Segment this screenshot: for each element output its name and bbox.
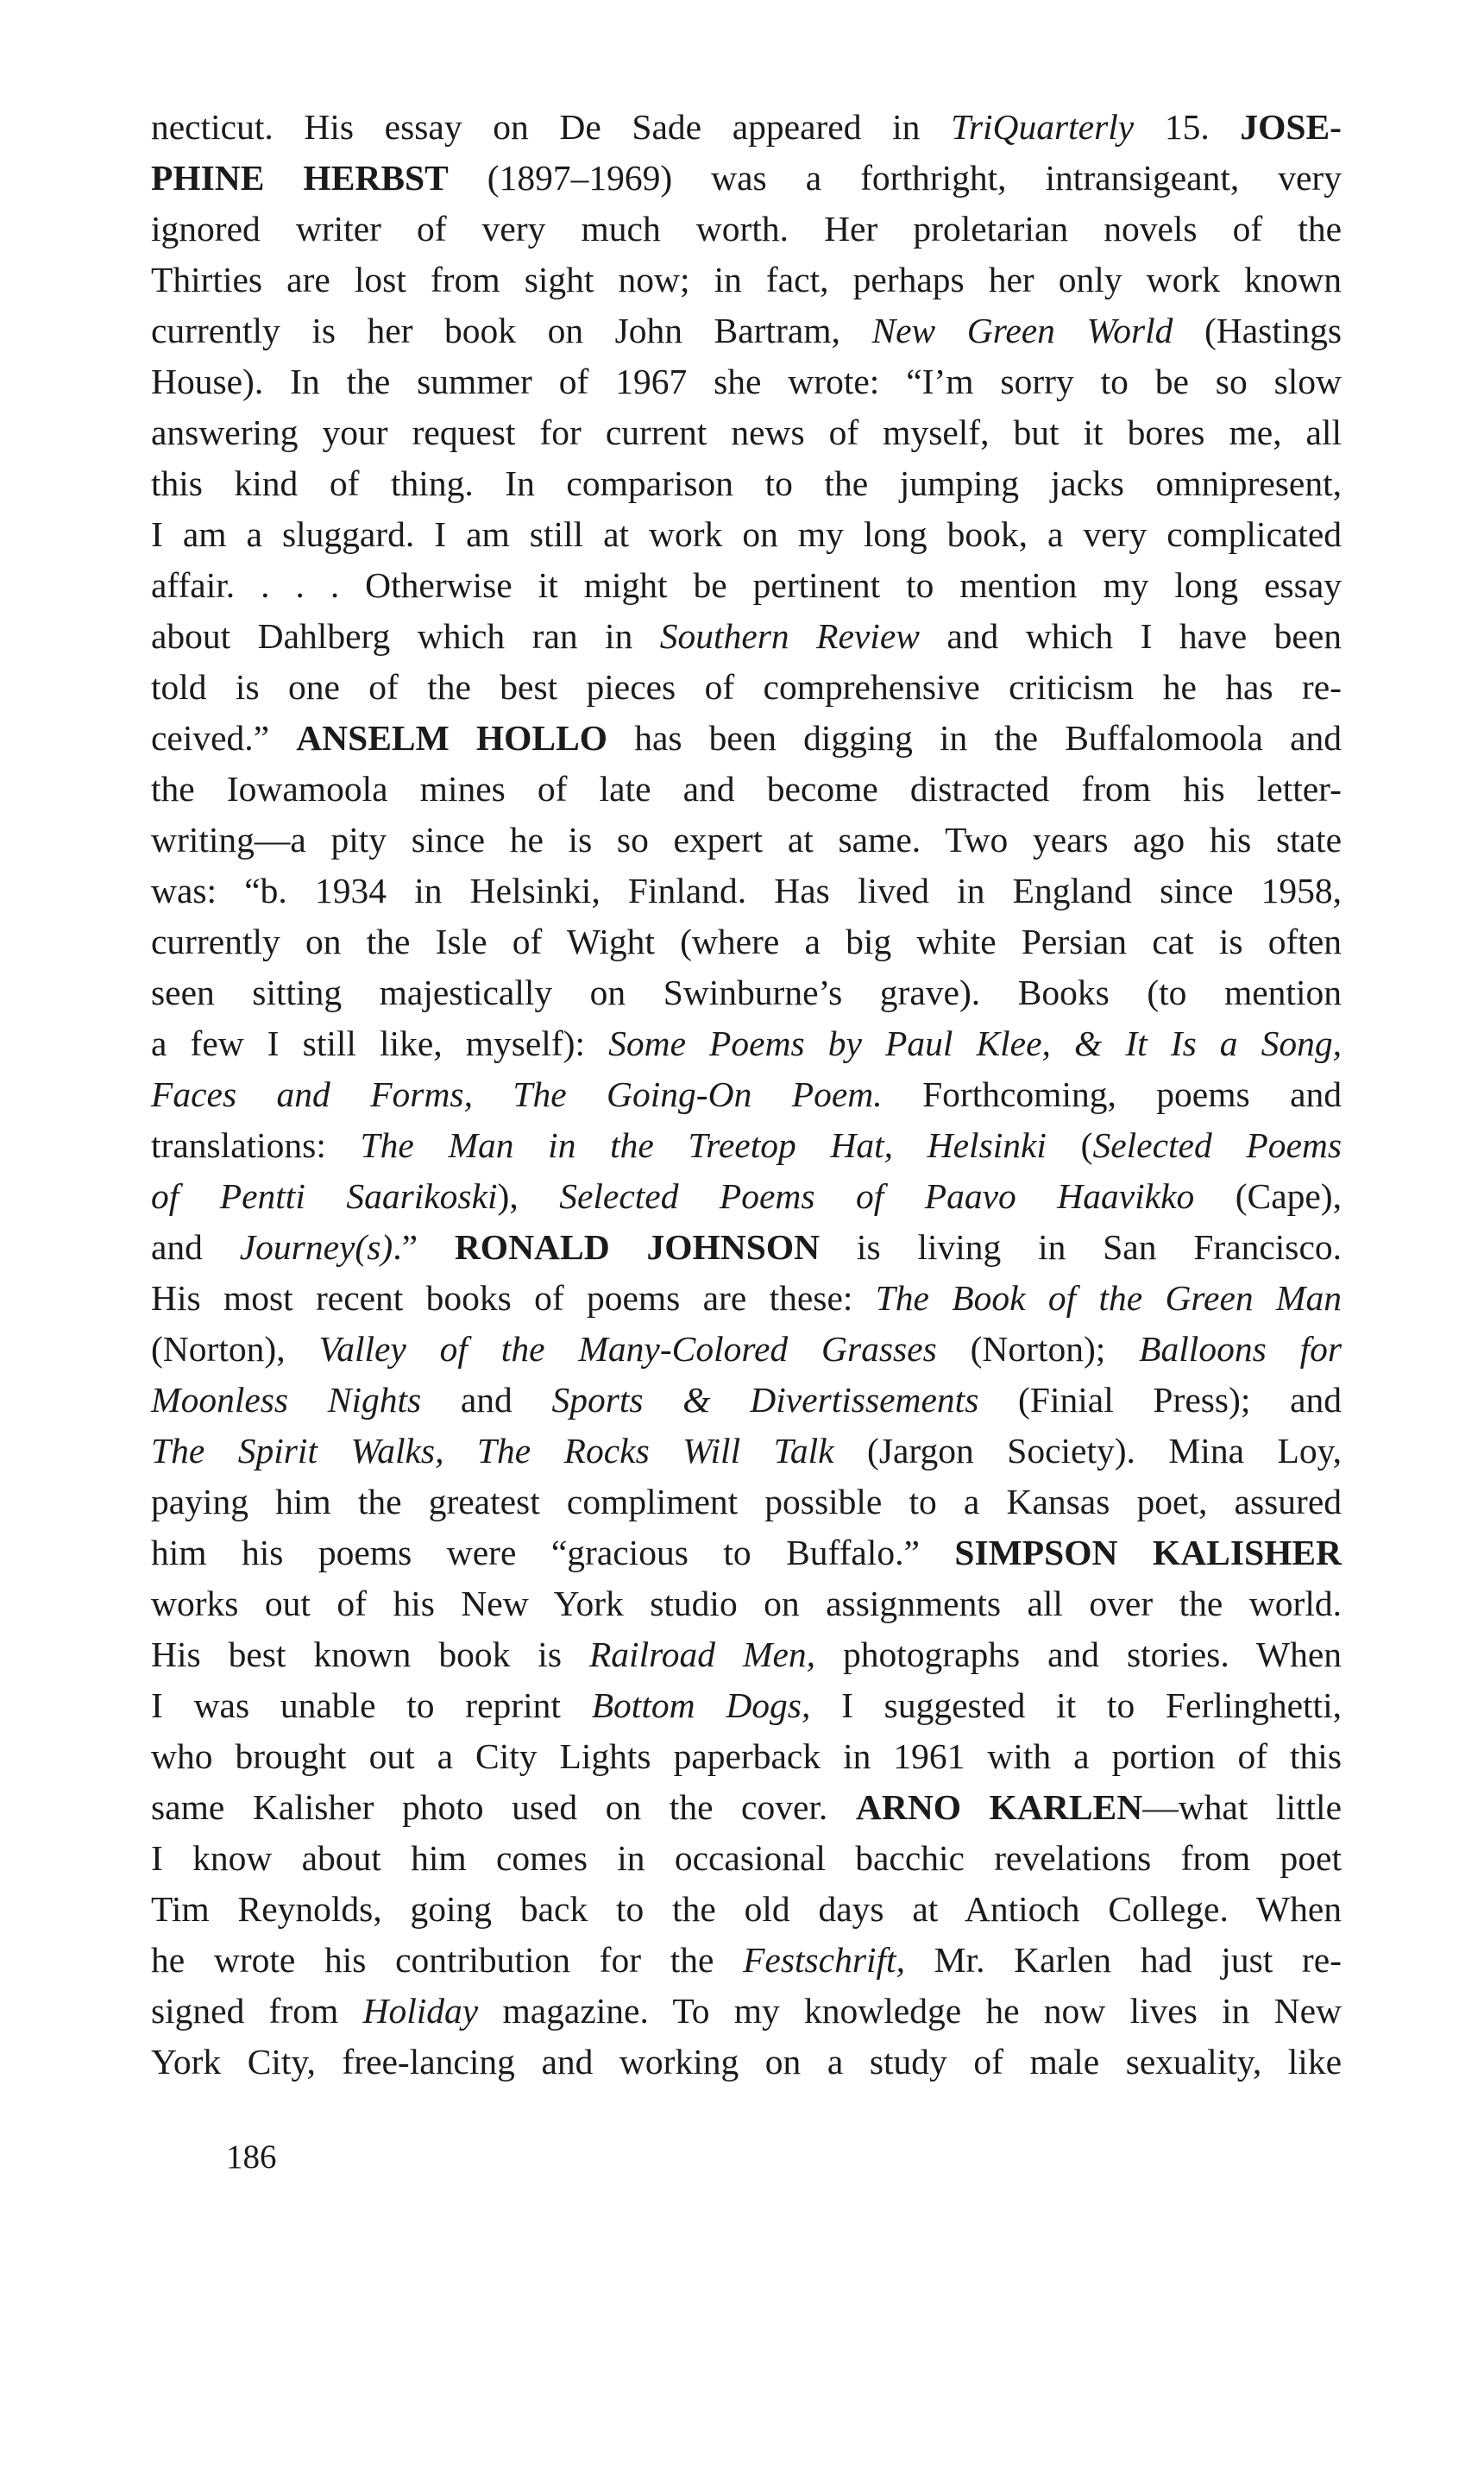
text-run: works out of his New York studio on assignments all over the world. <box>151 1584 1342 1623</box>
text-line <box>151 1477 1342 1527</box>
book-title: Balloons for <box>1139 1329 1343 1369</box>
text-run: signed from <box>151 1991 363 2031</box>
text-line <box>151 1782 1342 1833</box>
body-text <box>151 102 1342 2088</box>
text-run: (Jargon Society). Mina Loy, <box>833 1431 1343 1471</box>
text-line <box>151 1120 1342 1171</box>
book-title: Faces and Forms, The Going-On Poem. <box>151 1074 883 1114</box>
author-name: RONALD JOHNSON <box>454 1227 821 1267</box>
text-line <box>151 1527 1342 1578</box>
text-run: same Kalisher photo used on the cover. <box>151 1787 856 1827</box>
text-run: currently on the Isle of Wight (where a big white Persian cat is often <box>151 922 1342 961</box>
text-line <box>151 1629 1342 1680</box>
text-run: necticut. His essay on De Sade appeared in <box>151 107 952 147</box>
text-run: Mr. Karlen had just re- <box>904 1940 1342 1980</box>
text-line <box>151 1884 1342 1935</box>
text-run: (Norton); <box>936 1329 1140 1369</box>
text-line <box>151 1324 1342 1375</box>
book-title: Railroad Men, <box>588 1634 816 1674</box>
book-title: Selected Poems of Paavo Haavikko <box>559 1176 1195 1216</box>
text-run: paying him the greatest compliment possible to a Kansas poet, assured <box>151 1482 1342 1521</box>
text-line <box>151 967 1342 1018</box>
text-run: and <box>151 1227 240 1267</box>
text-run: House). In the summer of 1967 she wrote: “I’m sorry to be so slow <box>151 362 1342 401</box>
text-run: His most recent books of poems are these: <box>151 1278 876 1318</box>
book-title: The Spirit Walks, The Rocks Will Talk <box>151 1431 834 1471</box>
text-run: translations: <box>151 1125 361 1165</box>
text-line <box>151 866 1342 916</box>
text-run: he wrote his contribution for the <box>151 1940 744 1980</box>
text-line <box>151 102 1342 153</box>
book-title: Southern Review <box>659 616 920 656</box>
text-run: writing—a pity since he is so expert at same. Two years ago his state <box>151 820 1342 860</box>
text-line <box>151 764 1342 815</box>
text-line <box>151 204 1342 255</box>
text-run: seen sitting majestically on Swinburne’s grave). Books (to mention <box>151 973 1342 1012</box>
text-line <box>151 713 1342 764</box>
text-run: (Finial Press); and <box>978 1380 1343 1420</box>
text-line <box>151 611 1342 662</box>
text-run: Tim Reynolds, going back to the old days at Antioch College. When <box>151 1889 1342 1929</box>
book-title: The Book of the Green Man <box>875 1278 1342 1318</box>
book-title: Festschrift, <box>743 1940 905 1980</box>
text-run: is living in San Francisco. <box>820 1227 1343 1267</box>
book-title: Some Poems by Paul Klee, & It Is a Song, <box>608 1024 1343 1063</box>
text-line <box>151 1986 1342 2037</box>
text-run: (Norton), <box>151 1329 319 1369</box>
text-run: was: “b. 1934 in Helsinki, Finland. Has lived in England since 1958, <box>151 871 1342 910</box>
text-line <box>151 1680 1342 1731</box>
book-title: of Pentti Saarikoski <box>151 1176 498 1216</box>
text-line <box>151 1375 1342 1426</box>
text-run: I suggested it to Ferlinghetti, <box>810 1685 1342 1725</box>
book-title: Selected Poems <box>1092 1125 1342 1165</box>
text-line <box>151 916 1342 967</box>
text-line <box>151 255 1342 305</box>
book-title: Valley of the Many-Colored Grasses <box>318 1329 937 1369</box>
text-run: I am a sluggard. I am still at work on my long book, a very complicated <box>151 514 1342 554</box>
text-run: ceived.” <box>151 718 297 758</box>
author-name: ANSELM HOLLO <box>296 718 608 758</box>
text-run: —what little <box>1142 1787 1342 1827</box>
text-line <box>151 1731 1342 1782</box>
text-line <box>151 2037 1342 2088</box>
book-title: Bottom Dogs, <box>591 1685 811 1725</box>
book-title: TriQuarterly <box>951 107 1135 147</box>
book-title: Holiday <box>362 1991 479 2031</box>
text-run: magazine. To my knowledge he now lives in New <box>478 1991 1342 2031</box>
text-run: ), <box>497 1176 560 1216</box>
text-line <box>151 1222 1342 1273</box>
text-line <box>151 1426 1342 1477</box>
text-run: ignored writer of very much worth. Her proletarian novels of the <box>151 209 1342 249</box>
text-run: and which I have been <box>919 616 1342 656</box>
text-line <box>151 1578 1342 1629</box>
text-line <box>151 560 1342 611</box>
book-title: Sports & Divertissements <box>551 1380 979 1420</box>
text-run: has been digging in the Buffalomoola and <box>607 718 1342 758</box>
text-line <box>151 509 1342 560</box>
text-line <box>151 1171 1342 1222</box>
text-run: Thirties are lost from sight now; in fact, perhaps her only work known <box>151 260 1342 299</box>
text-run: and <box>421 1380 552 1420</box>
text-run: 15. <box>1134 107 1241 147</box>
text-run: photographs and stories. When <box>815 1634 1343 1674</box>
text-line <box>151 1833 1342 1884</box>
text-line <box>151 153 1342 204</box>
text-run: Forthcoming, poems and <box>882 1074 1342 1114</box>
text-line <box>151 407 1342 458</box>
text-run: currently is her book on John Bartram, <box>151 311 872 350</box>
author-name: SIMPSON KALISHER <box>954 1533 1342 1572</box>
text-run: (Cape), <box>1194 1176 1342 1216</box>
text-run: His best known book is <box>151 1634 589 1674</box>
text-run: about Dahlberg which ran in <box>151 616 660 656</box>
text-line <box>151 1273 1342 1324</box>
text-line <box>151 1069 1342 1120</box>
author-name: ARNO KARLEN <box>855 1787 1143 1827</box>
text-run: this kind of thing. In comparison to the jumping jacks omnipresent, <box>151 463 1342 503</box>
text-line <box>151 1018 1342 1069</box>
text-line <box>151 815 1342 866</box>
book-title: New Green World <box>871 311 1173 350</box>
text-run: the Iowamoola mines of late and become distracted from his letter- <box>151 769 1342 809</box>
author-name: JOSE- <box>1240 107 1343 147</box>
text-line <box>151 662 1342 713</box>
text-run: York City, free-lancing and working on a study of male sexuality, like <box>151 2042 1342 2082</box>
text-run: told is one of the best pieces of comprehensive criticism he has re- <box>151 667 1342 707</box>
author-name: PHINE HERBST <box>151 158 449 198</box>
text-line <box>151 305 1342 356</box>
text-run: I know about him comes in occasional bacchic revelations from poet <box>151 1838 1342 1878</box>
text-line <box>151 458 1342 509</box>
text-run: him his poems were “gracious to Buffalo.” <box>151 1533 955 1572</box>
book-title: Journey(s) <box>239 1227 393 1267</box>
text-run: who brought out a City Lights paperback in 1961 with a portion of this <box>151 1736 1342 1776</box>
text-run: .” <box>393 1227 455 1267</box>
text-line <box>151 1935 1342 1986</box>
text-run: answering your request for current news of myself, but it bores me, all <box>151 413 1342 452</box>
page-number: 186 <box>226 2138 277 2176</box>
book-title: The Man in the Treetop Hat, Helsinki <box>360 1125 1047 1165</box>
text-run: (Hastings <box>1173 311 1343 350</box>
text-line <box>151 356 1342 407</box>
text-run: (1897–1969) was a forthright, intransigeant, very <box>448 158 1342 198</box>
text-run: I was unable to reprint <box>151 1685 592 1725</box>
book-title: Moonless Nights <box>151 1380 422 1420</box>
text-run: ( <box>1046 1125 1093 1165</box>
text-run: affair. . . . Otherwise it might be pertinent to mention my long essay <box>151 565 1342 605</box>
text-run: a few I still like, myself): <box>151 1024 609 1063</box>
